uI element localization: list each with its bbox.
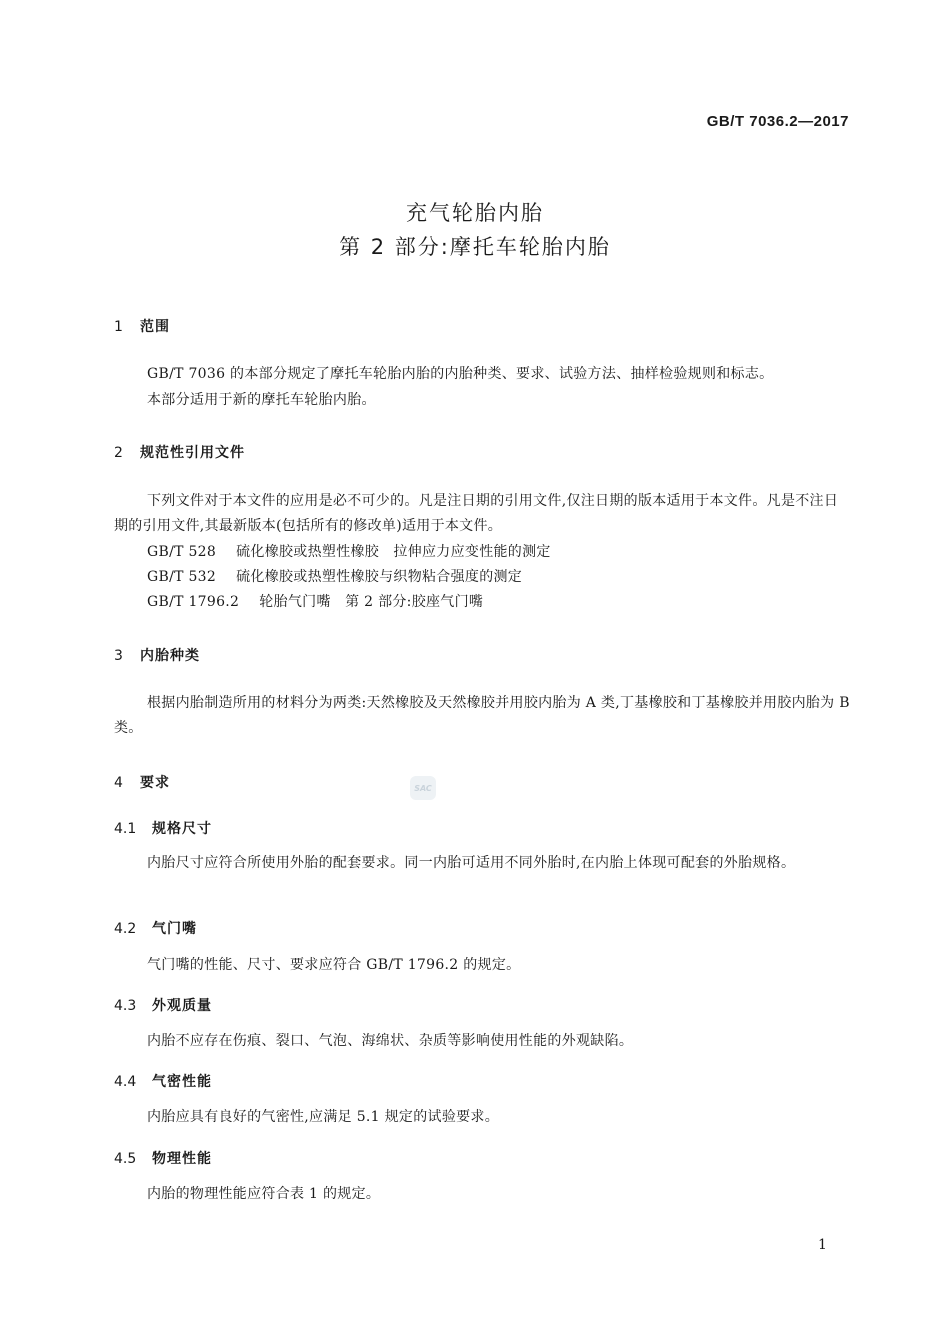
document-subtitle: 第 2 部分:摩托车轮胎内胎	[339, 235, 611, 259]
subsection-heading-appearance	[114, 995, 212, 1015]
section-number: 4.3	[114, 998, 137, 1014]
section-label: 物理性能	[152, 1151, 212, 1167]
section-number: 4	[114, 775, 123, 791]
reference-code: GB/T 1796.2	[147, 594, 240, 610]
section-label: 规范性引用文件	[140, 445, 245, 461]
reference-title: 硫化橡胶或热塑性橡胶 拉伸应力应变性能的测定	[236, 544, 551, 560]
section-number: 4.2	[114, 921, 137, 937]
paragraph-appearance: 内胎不应存在伤痕、裂口、气泡、海绵状、杂质等影响使用性能的外观缺陷。	[147, 1033, 634, 1049]
section-number: 4.4	[114, 1074, 137, 1090]
reference-title: 硫化橡胶或热塑性橡胶与织物粘合强度的测定	[236, 569, 523, 585]
subsection-heading-dimensions	[114, 818, 212, 838]
section-number: 3	[114, 648, 123, 664]
reference-code: GB/T 528	[147, 544, 217, 560]
reference-code: GB/T 532	[147, 569, 217, 585]
section-number: 2	[114, 445, 123, 461]
reference-item	[147, 590, 483, 615]
paragraph-tube-types: 根据内胎制造所用的材料分为两类:天然橡胶及天然橡胶并用胶内胎为 A 类,丁基橡胶和丁基橡胶并用胶内胎为 B 类。	[114, 695, 850, 736]
paragraph-dimensions: 内胎尺寸应符合所使用外胎的配套要求。同一内胎可适用不同外胎时,在内胎上体现可配套的外胎规格。	[147, 855, 796, 871]
section-label: 内胎种类	[140, 648, 200, 664]
subsection-heading-airtightness	[114, 1071, 212, 1091]
subsection-heading-physical-properties	[114, 1148, 212, 1168]
section-label: 气门嘴	[152, 921, 197, 937]
section-label: 规格尺寸	[152, 821, 212, 837]
section-heading-tube-types	[114, 645, 200, 665]
paragraph-scope-2: 本部分适用于新的摩托车轮胎内胎。	[147, 392, 376, 408]
document-title: 充气轮胎内胎	[406, 201, 544, 225]
paragraph-airtightness: 内胎应具有良好的气密性,应满足 5.1 规定的试验要求。	[147, 1109, 500, 1125]
paragraph-physical-properties: 内胎的物理性能应符合表 1 的规定。	[147, 1186, 381, 1202]
standard-code: GB/T 7036.2—2017	[706, 113, 849, 130]
paragraph-scope-1: GB/T 7036 的本部分规定了摩托车轮胎内胎的内胎种类、要求、试验方法、抽样检验规则和标志。	[147, 366, 774, 382]
section-heading-requirements	[114, 772, 170, 792]
reference-title: 轮胎气门嘴 第 2 部分:胶座气门嘴	[259, 594, 484, 610]
reference-item	[147, 565, 522, 590]
section-number: 4.5	[114, 1151, 137, 1167]
section-heading-scope	[114, 316, 170, 336]
sac-watermark-logo: SAC	[410, 776, 436, 800]
section-heading-normative-references	[114, 442, 245, 462]
section-label: 气密性能	[152, 1074, 212, 1090]
subsection-heading-valve	[114, 918, 197, 938]
paragraph-references-intro: 下列文件对于本文件的应用是必不可少的。凡是注日期的引用文件,仅注日期的版本适用于本文件。凡是不注日期的引用文件,其最新版本(包括所有的修改单)适用于本文件。	[114, 493, 839, 534]
section-label: 要求	[140, 775, 170, 791]
paragraph-valve: 气门嘴的性能、尺寸、要求应符合 GB/T 1796.2 的规定。	[147, 957, 521, 973]
section-label: 外观质量	[152, 998, 212, 1014]
section-label: 范围	[140, 319, 170, 335]
section-number: 4.1	[114, 821, 137, 837]
reference-item	[147, 540, 551, 565]
page-number: 1	[818, 1237, 827, 1253]
section-number: 1	[114, 319, 123, 335]
